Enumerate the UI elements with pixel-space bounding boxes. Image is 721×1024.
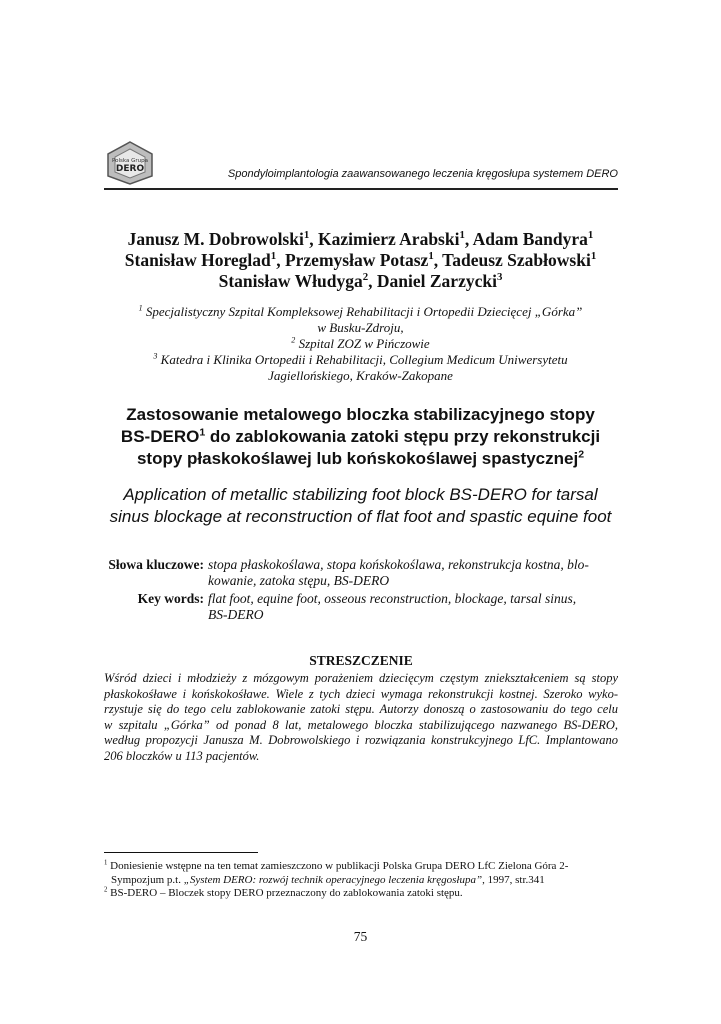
title-polish — [80, 404, 641, 470]
title-text: BS-DERO — [120, 427, 200, 446]
author-affil-sup: 1 — [590, 250, 597, 263]
title-text: stopy płaskokoślawej lub końskokoślawej spastycznej — [136, 449, 579, 468]
abstract-line: w szpitalu „Górka” od ponad 8 lat, metalowego bloczka stabilizującego nazwanego BS-DERO, — [104, 717, 618, 732]
abstract-line: 206 bloczków u 113 pacjentów. — [104, 748, 260, 763]
footnote-cited-title: „System DERO: rozwój technik operacyjnego leczenia kręgosłupa” — [183, 873, 483, 886]
running-title: Spondyloimplantologia zaawansowanego leczenia kręgosłupa systemem DERO — [227, 168, 618, 180]
author-name: , Kazimierz Arabski — [309, 229, 460, 249]
footnote-ref: 2 — [578, 448, 585, 461]
author-affil-sup: 1 — [303, 229, 310, 242]
footnote-2 — [104, 887, 618, 901]
author-line — [80, 250, 641, 271]
author-name: , Adam Bandyra — [464, 229, 588, 249]
keywords-line: kowanie, zatoka stępu, BS-DERO — [208, 573, 390, 588]
abstract-line: płaskokośławe i końskokośławe. Wiele z tych dzieci wymaga rekonstrukcji kostnej. Szeroko wyko- — [104, 686, 618, 701]
footnote-ref: 1 — [199, 426, 206, 439]
title-english — [80, 484, 641, 528]
title-line: Application of metallic stabilizing foot block BS-DERO for tarsal — [123, 485, 598, 504]
keywords-line: flat foot, equine foot, osseous reconstruction, blockage, tarsal sinus, — [208, 591, 577, 606]
keywords-english — [104, 591, 618, 623]
page-number: 75 — [353, 929, 368, 944]
title-line: sinus blockage at reconstruction of flat foot and spastic equine foot — [109, 507, 612, 526]
affiliation-sup: 1 — [138, 303, 143, 313]
affiliation-text: Specjalistyczny Szpital Kompleksowej Rehabilitacji i Ortopedii Dziecięcej „Górka” — [145, 304, 583, 319]
keywords-polish — [104, 557, 618, 589]
affiliation-sup: 3 — [153, 351, 158, 361]
dero-logo — [104, 140, 156, 186]
abstract-line: Wśród dzieci i młodzieży z mózgowym porażeniem dziecięcym częstym zniekształceniem są stopy — [104, 671, 618, 685]
affiliation-text: Szpital ZOZ w Pińczowie — [298, 336, 430, 351]
affiliations — [80, 304, 641, 384]
footnote-divider — [104, 852, 258, 853]
footnote-text: Doniesienie wstępne na ten temat zamieszczono w publikacji Polska Grupa DERO LfC Zielona Góra 2- — [110, 860, 569, 872]
svg-text:DERO: DERO — [115, 164, 145, 174]
author-line — [80, 229, 641, 250]
keywords-line: stopa płaskokoślawa, stopa końskokoślawa, rekonstrukcja kostna, blo- — [208, 557, 589, 572]
keywords-label: Słowa kluczowe: — [108, 557, 204, 572]
title-text: do zablokowania zatoki stępu przy rekonstrukcji — [205, 427, 601, 446]
abstract-line: według propozycji Janusza M. Dobrowolskiego i rozwiązania konstrukcyjnego LfC. Implantowano — [104, 733, 618, 747]
author-name: , Daniel Zarzycki — [368, 271, 497, 291]
footnote-text: Sympozjum p.t. — [111, 873, 184, 886]
footnote-1-cont — [104, 874, 618, 888]
title-line: Zastosowanie metalowego bloczka stabilizacyjnego stopy — [126, 405, 595, 424]
author-affil-sup: 1 — [428, 250, 434, 263]
footnote-text: , 1997, str.341 — [482, 873, 545, 886]
affiliation-2 — [80, 336, 641, 352]
author-name: Stanisław Horeglad — [124, 250, 271, 270]
svg-text:Polska Grupa: Polska Grupa — [112, 158, 148, 164]
running-header — [104, 140, 618, 190]
footnote-1 — [104, 860, 618, 874]
author-affil-sup: 3 — [496, 271, 503, 284]
affiliation-text: Katedra i Klinika Ortopedii i Rehabilitacji, Collegium Medicum Uniwersytetu — [160, 352, 568, 367]
author-name: , Przemysław Potasz — [276, 250, 429, 270]
author-name: , Tadeusz Szabłowski — [433, 250, 591, 270]
footnotes — [104, 860, 618, 901]
author-line — [80, 271, 641, 292]
footnote-sup: 2 — [104, 886, 108, 894]
abstract-line: rzystuje się do tego celu zablokowanie zatoki stępu. Autorzy donoszą o zastosowaniu do tego celu — [104, 702, 618, 716]
affiliation-sup: 2 — [291, 335, 296, 345]
affiliation-1-cont: w Busku-Zdroju, — [317, 320, 404, 335]
author-affil-sup: 1 — [459, 229, 465, 242]
footnote-text: BS-DERO – Bloczek stopy DERO przeznaczony do zablokowania zatoki stępu. — [110, 887, 463, 899]
title-line — [80, 426, 641, 448]
abstract-heading: STRESZCZENIE — [309, 653, 413, 668]
author-affil-sup: 1 — [587, 229, 594, 242]
keywords-block — [104, 557, 618, 623]
title-line — [80, 448, 641, 470]
affiliation-1 — [80, 304, 641, 320]
keywords-line: BS-DERO — [208, 607, 264, 622]
footnote-sup: 1 — [104, 859, 108, 867]
author-list — [80, 229, 641, 292]
affiliation-3-cont: Jagiellońskiego, Kraków-Zakopane — [268, 368, 453, 383]
author-name: Stanisław Włudyga — [218, 271, 363, 291]
author-affil-sup: 1 — [270, 250, 277, 263]
author-affil-sup: 2 — [362, 271, 369, 284]
affiliation-3 — [80, 352, 641, 368]
author-name: Janusz M. Dobrowolski — [127, 229, 304, 249]
keywords-text — [208, 591, 618, 623]
abstract-body — [104, 671, 618, 764]
keywords-text — [208, 557, 618, 589]
keywords-label: Key words: — [137, 591, 204, 606]
